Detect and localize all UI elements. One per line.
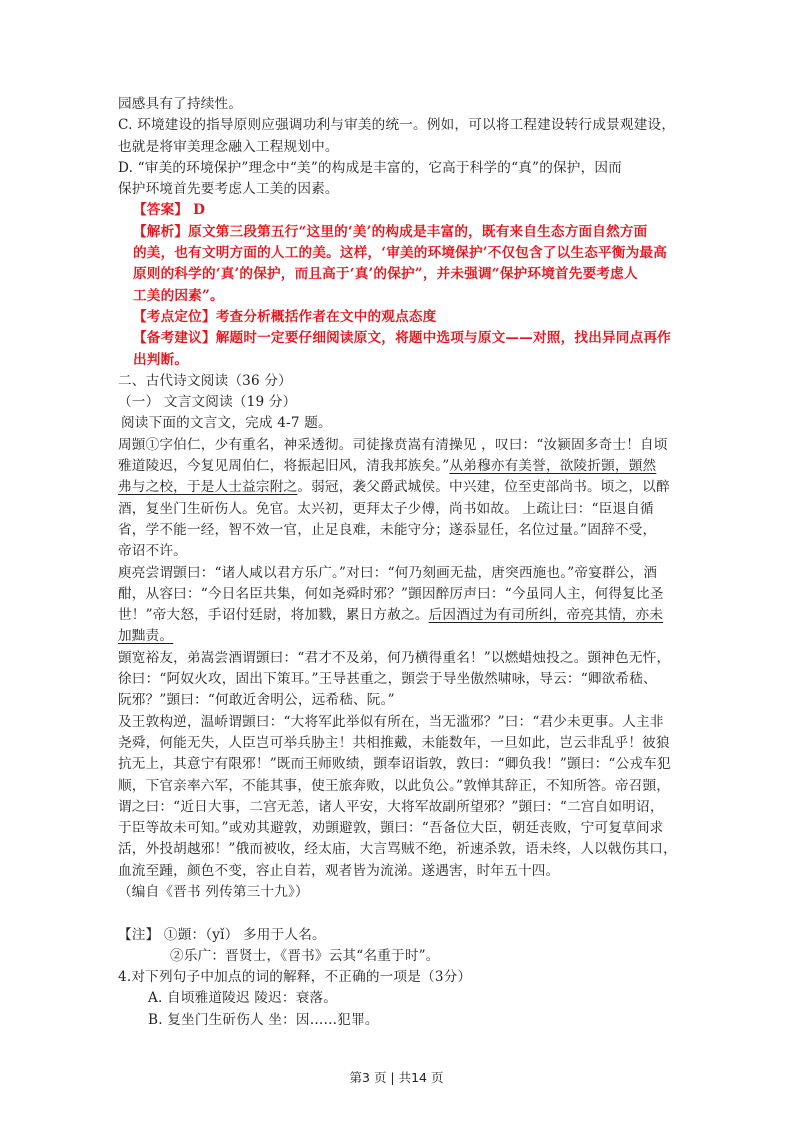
page-footer: 第3 页 | 共14 页 xyxy=(349,1070,444,1085)
answer-line xyxy=(118,286,698,307)
text-segment: 酒，复坐门生斫伤人。免官。太兴初，更拜太子少傅，尚书如故。 上疏让曰：“臣退自循 xyxy=(118,500,654,517)
text-line xyxy=(118,861,698,882)
text-segment: 周顗①字伯仁，少有重名，神采透彻。司徒掾贲嵩有清操见 ，叹曰：“汝颍固多奇士！自顷 xyxy=(118,436,668,453)
text-line xyxy=(118,712,698,733)
text-line xyxy=(118,648,698,669)
text-segment: 活，外投胡越邪！”俄而被收，经太庙，大言骂贼不绝，祈速杀敦，语未终，人以戟伤其口， xyxy=(118,841,677,858)
text-segment: 雅道陵迟，今复见周伯仁，将振起旧风，清我邦族矣。” xyxy=(118,458,450,475)
text-line xyxy=(118,818,698,839)
text-segment: 4.对下列句子中加点的词的解释，不正确的一项是（3分） xyxy=(118,969,472,986)
text-segment: 出判断。 xyxy=(133,351,189,368)
text-line xyxy=(118,435,698,456)
text-line xyxy=(118,797,698,818)
text-line xyxy=(118,946,698,967)
text-segment: 省，学不能一经，智不效一官，止足良难，未能守分；遂忝显任，名位过量。”固辞不受， xyxy=(118,521,657,538)
text-line xyxy=(118,137,698,158)
text-segment: 工美的因素”。 xyxy=(133,287,224,304)
underlined-text: 弗与之校，于是人士益宗附之 xyxy=(118,479,298,496)
text-segment: 【解析】原文第三段第五行“这里的‘美’的构成是丰富的，既有来自生态方面自然方面 xyxy=(133,223,648,240)
answer-line xyxy=(118,200,698,221)
text-segment: 于臣等故未可知。”或劝其避敦，劝顗避敦，顗曰：“吾备位大臣，朝廷丧败，宁可复草间求 xyxy=(118,820,664,837)
text-line xyxy=(118,499,698,520)
text-segment: 阮邪？”顗曰：“何敢近舍明公，远希嵇、阮。” xyxy=(118,692,395,709)
text-segment: 顺，下官亲率六军，不能其事，使王旅奔败，以此负公。”敦惮其辞正，不知所答。帝召顗， xyxy=(118,777,671,794)
text-line xyxy=(118,584,698,605)
text-segment: 抗无上，其意宁有限邪！”既而王师败绩，顗奉诏诣敦，敦曰：“卿负我！”顗曰：“公戎车犯 xyxy=(118,756,671,773)
text-line xyxy=(118,563,698,584)
answer-line xyxy=(118,243,698,264)
text-segment: 。弱冠，袭父爵武城侯。中兴建，位至吏部尚书。顷之，以醉 xyxy=(297,479,670,496)
underlined-text: 从弟穆亦有美誉，欲陵折顗，顗然 xyxy=(449,458,657,475)
text-segment: 及王敦构逆，温峤谓顗曰：“大将军此举似有所在，当无滥邪？”曰：“君少未更事。人主非 xyxy=(118,713,664,730)
document-body xyxy=(118,94,698,1031)
text-line xyxy=(118,690,698,711)
underlined-text: 后因酒过为有司所纠，帝亮其情，亦未 xyxy=(428,607,664,624)
text-segment: 血流至踵，颜色不变，容止自若，观者皆为流涕。遂遇害，时年五十四。 xyxy=(118,862,560,879)
text-segment: 【考点定位】考查分析概括作者在文中的观点态度 xyxy=(133,308,437,325)
text-line xyxy=(118,392,698,413)
text-line xyxy=(118,541,698,562)
text-line xyxy=(118,477,698,498)
text-line xyxy=(118,520,698,541)
text-segment: C. 环境建设的指导原则应强调功利与审美的统一。例如，可以将工程建设转行成景观建设， xyxy=(118,117,676,134)
text-segment: 世！”帝大怒，手诏付廷尉，将加戮，累日方赦之。 xyxy=(118,607,429,624)
text-line xyxy=(118,158,698,179)
text-segment: 阅读下面的文言文，完成 4-7 题。 xyxy=(121,415,332,432)
text-line xyxy=(118,754,698,775)
answer-line xyxy=(118,328,698,349)
text-segment: ②乐广：晋贤士，《晋书》云其“名重于时”。 xyxy=(170,947,440,964)
text-segment: D. “审美的环境保护”理念中“美”的构成是丰富的，它高于科学的“真”的保护，因而 xyxy=(118,159,622,176)
text-segment: 徐曰：“阿奴火攻，固出下策耳。”王导甚重之，顗尝于导坐傲然啸咏，导云：“卿欲希嵇、 xyxy=(118,671,657,688)
text-line xyxy=(118,925,698,946)
text-segment: 帝诏不许。 xyxy=(118,543,187,560)
text-segment: 【注】 ①顗：（yǐ） 多用于人名。 xyxy=(118,926,326,943)
text-segment: 二、古代诗文阅读（36 分） xyxy=(118,372,292,389)
text-segment: （一） 文言文阅读（19 分） xyxy=(118,394,297,411)
text-segment: 也就是将审美理念融入工程规划中。 xyxy=(118,138,339,155)
text-segment: 庾亮尝谓顗曰：“诸人咸以君方乐广。”对曰：“何乃刻画无盐，唐突西施也。”帝宴群公，酒 xyxy=(118,564,658,581)
text-line xyxy=(118,988,698,1009)
text-line xyxy=(118,776,698,797)
answer-line xyxy=(118,307,698,328)
text-line xyxy=(118,839,698,860)
text-segment: A. 自顷雅道陵迟 陵迟：衰落。 xyxy=(148,990,338,1007)
text-line xyxy=(118,179,698,200)
text-segment: 【备考建议】解题时一定要仔细阅读原文，将题中选项与原文——对照，找出异同点再作 xyxy=(133,330,671,347)
text-line xyxy=(118,626,698,647)
text-line xyxy=(118,371,698,392)
text-line xyxy=(118,669,698,690)
text-line xyxy=(118,733,698,754)
text-segment: 谓之曰：“近日大事，二宫无恙，诸人平安，大将军故副所望邪？”顗曰：“二宫自如明诏， xyxy=(118,798,664,815)
text-segment: （编自《晋书 列传第三十九》） xyxy=(118,883,309,900)
text-segment: 园感具有了持续性。 xyxy=(118,96,243,112)
text-segment: 的美，也有文明方面的人工的美。这样，‘审美的环境保护’不仅包含了以生态平衡为最高 xyxy=(133,245,668,262)
text-line xyxy=(118,967,698,988)
text-segment: 酣，从容曰：“今日名臣共集，何如尧舜时邪？”顗因醉厉声曰：“今虽同人主，何得复比圣 xyxy=(118,585,664,602)
text-segment: 原则的科学的‘真’的保护，而且高于‘真’的保护”，并未强调“保护环境首先要考虑人 xyxy=(133,266,638,283)
text-segment: B. 复坐门生斫伤人 坐：因……犯罪。 xyxy=(148,1011,379,1028)
answer-line xyxy=(118,264,698,285)
text-line xyxy=(118,903,698,924)
text-line xyxy=(118,413,698,434)
text-line xyxy=(118,1010,698,1031)
text-segment: 顗宽裕友，弟嵩尝酒谓顗曰：“君才不及弟，何乃横得重名！”以燃蜡烛投之。顗神色无忤， xyxy=(118,649,671,666)
text-segment: 【答案】 D xyxy=(133,202,206,219)
text-line xyxy=(118,115,698,136)
text-line xyxy=(118,882,698,903)
text-line xyxy=(118,94,698,115)
text-line xyxy=(118,456,698,477)
answer-line xyxy=(118,350,698,371)
underlined-text: 加黜责。 xyxy=(118,628,174,645)
text-line xyxy=(118,605,698,626)
text-segment: 保护环境首先要考虑人工美的因素。 xyxy=(118,181,339,198)
text-segment: 尧舜，何能无失，人臣岂可举兵胁主！共相推戴，未能数年，一旦如此，岂云非乱乎！彼狼 xyxy=(118,734,670,751)
answer-line xyxy=(118,222,698,243)
